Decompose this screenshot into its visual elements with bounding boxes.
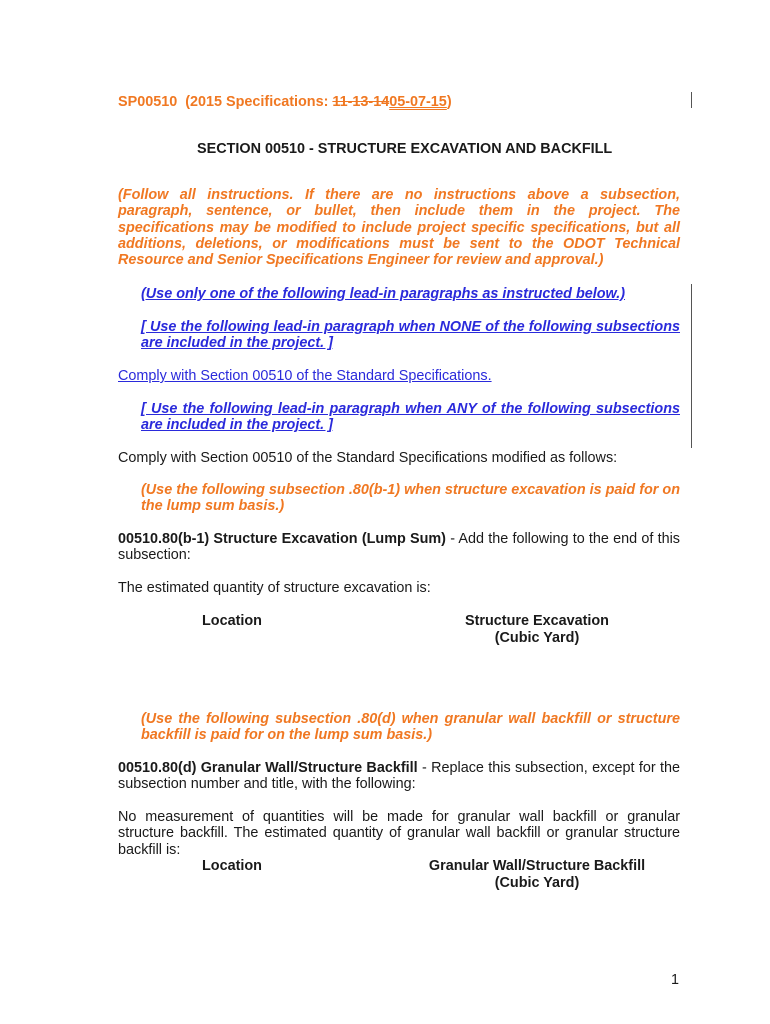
new-date: 05-07-15 bbox=[389, 94, 447, 110]
instructions-paragraph: (Follow all instructions. If there are no instructions above a subsection, paragraph, sentence, or bullet, then include them in the project. The specifications may be modified to include project specific specifications, but all additions, deletions, or modifications must be sent to the ODOT Technical Resource and Senior Specifications Engineer for review and approval.) bbox=[118, 187, 680, 269]
subsection-b1-heading: 00510.80(b-1) Structure Excavation (Lump Sum) bbox=[118, 531, 446, 547]
table1-excavation-line1: Structure Excavation bbox=[465, 613, 609, 629]
table1-excavation-line2: (Cubic Yard) bbox=[494, 630, 580, 646]
table1-location-header: Location bbox=[202, 613, 262, 629]
note-b1: (Use the following subsection .80(b-1) when structure excavation is paid for on the lump sum basis.) bbox=[141, 482, 680, 515]
comply-plain: Comply with Section 00510 of the Standard Specifications. bbox=[118, 368, 492, 384]
table2-backfill-line1: Granular Wall/Structure Backfill bbox=[428, 858, 646, 874]
subsection-b1 bbox=[118, 531, 680, 564]
table2-backfill-line2: (Cubic Yard) bbox=[494, 875, 580, 891]
spec-code: SP00510 bbox=[118, 94, 178, 110]
no-measurement-paragraph: No measurement of quantities will be made for granular wall backfill or granular structure backfill. The estimated quantity of granular wall backfill or granular structure backfill is: bbox=[118, 809, 680, 858]
change-bar-header bbox=[691, 92, 692, 108]
subsection-d bbox=[118, 760, 680, 793]
table1-excavation-header bbox=[437, 613, 637, 647]
old-date: 11-13-14 bbox=[332, 94, 390, 110]
spec-prefix: (2015 Specifications: bbox=[185, 94, 333, 110]
subsection-d-heading: 00510.80(d) Granular Wall/Structure Backfill bbox=[118, 760, 418, 776]
spec-header bbox=[118, 94, 452, 111]
subsection-d-text: - Replace this subsection, except for the subsection number and title, with the following: bbox=[118, 760, 681, 793]
table2-location-header: Location bbox=[202, 858, 262, 874]
any-subsections-note: [ Use the following lead-in paragraph when ANY of the following subsections are included in the project. ] bbox=[141, 401, 680, 434]
close-paren: ) bbox=[446, 94, 452, 110]
estimate-excavation: The estimated quantity of structure excavation is: bbox=[118, 580, 431, 596]
none-subsections-note: [ Use the following lead-in paragraph when NONE of the following subsections are included in the project. ] bbox=[141, 319, 680, 352]
note-d: (Use the following subsection .80(d) when granular wall backfill or structure backfill is paid for on the lump sum basis.) bbox=[141, 711, 680, 744]
page-number: 1 bbox=[671, 972, 680, 988]
table2-backfill-header bbox=[417, 858, 657, 892]
leadin-note: (Use only one of the following lead-in paragraphs as instructed below.) bbox=[141, 286, 626, 302]
comply-modified: Comply with Section 00510 of the Standard Specifications modified as follows: bbox=[118, 450, 618, 466]
change-bar-leadin bbox=[691, 284, 692, 448]
section-title: SECTION 00510 - STRUCTURE EXCAVATION AND BACKFILL bbox=[197, 141, 613, 157]
subsection-b1-text: - Add the following to the end of this subsection: bbox=[118, 531, 681, 564]
